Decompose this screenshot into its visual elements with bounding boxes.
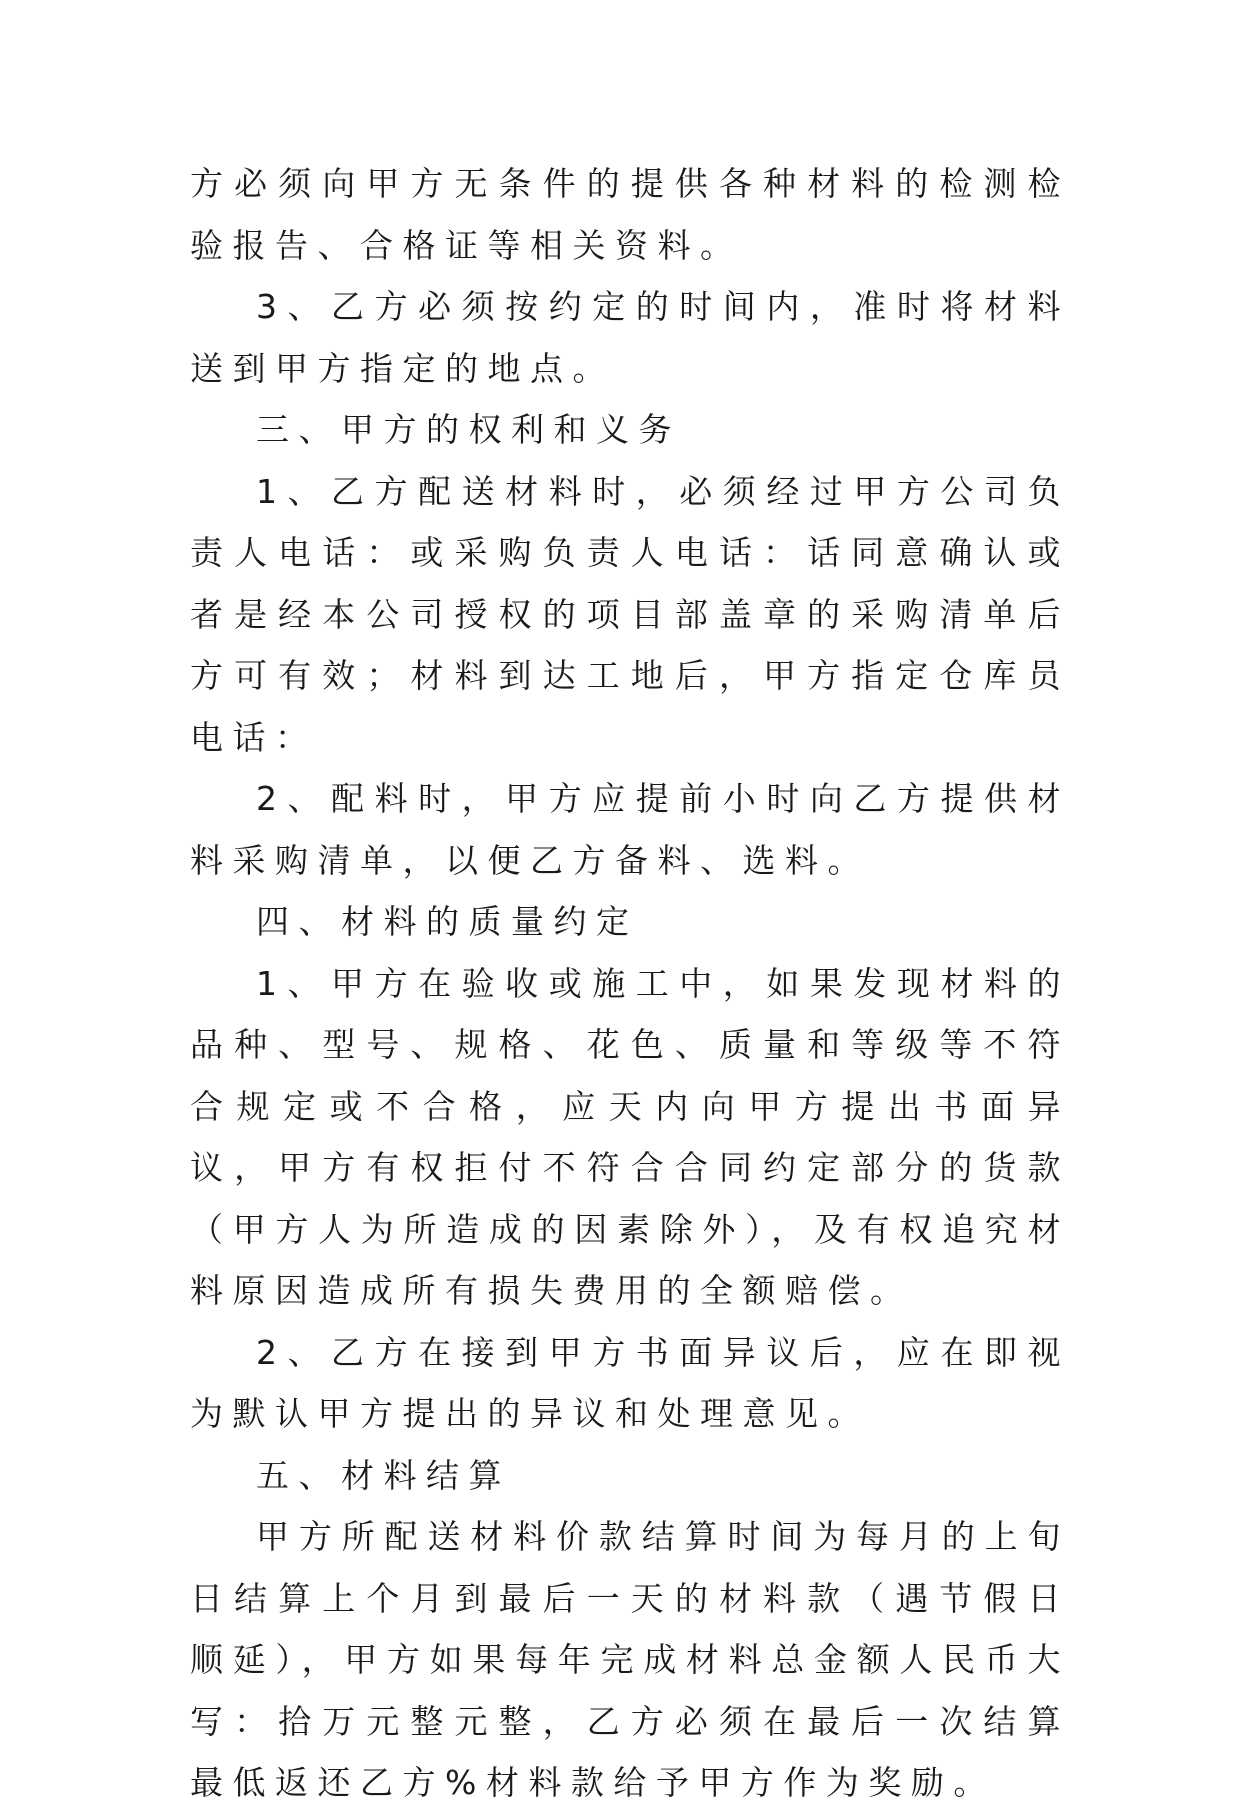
paragraph-clause-3: 3、乙方必须按约定的时间内，准时将材料送到甲方指定的地点。 bbox=[190, 287, 1070, 388]
section-heading-3: 三、甲方的权利和义务 bbox=[256, 410, 681, 449]
document-body bbox=[190, 153, 1070, 1814]
section-heading-5: 五、材料结算 bbox=[256, 1455, 511, 1495]
paragraph-settlement: 甲方所配送材料价款结算时间为每月的上旬日结算上个月到最后一天的材料款（遇节假日顺延），甲方如果每年完成材料总金额人民币大写：拾万元整元整，乙方必须在最后一次结算最低返还乙方%材料款给予甲方作为奖励。 bbox=[190, 1517, 1070, 1802]
paragraph-quality-1: 1、甲方在验收或施工中，如果发现材料的品种、型号、规格、花色、质量和等级等不符合规定或不合格，应天内向甲方提出书面异议，甲方有权拒付不符合合同约定部分的货款（甲方人为所造成的因素除外），及有权追究材料原因造成所有损失费用的全额赔偿。 bbox=[190, 963, 1070, 1310]
paragraph-quality-2: 2、乙方在接到甲方书面异议后，应在即视为默认甲方提出的异议和处理意见。 bbox=[190, 1332, 1070, 1433]
paragraph-continuation: 方必须向甲方无条件的提供各种材料的检测检验报告、合格证等相关资料。 bbox=[190, 164, 1070, 265]
paragraph-clause-1: 1、乙方配送材料时，必须经过甲方公司负责人电话：或采购负责人电话：话同意确认或者是经本公司授权的项目部盖章的采购清单后方可有效；材料到达工地后，甲方指定仓库员电话： bbox=[190, 471, 1070, 757]
section-heading-4: 四、材料的质量约定 bbox=[256, 902, 639, 941]
paragraph-clause-2: 2、配料时，甲方应提前小时向乙方提供材料采购清单，以便乙方备料、选料。 bbox=[190, 779, 1070, 880]
